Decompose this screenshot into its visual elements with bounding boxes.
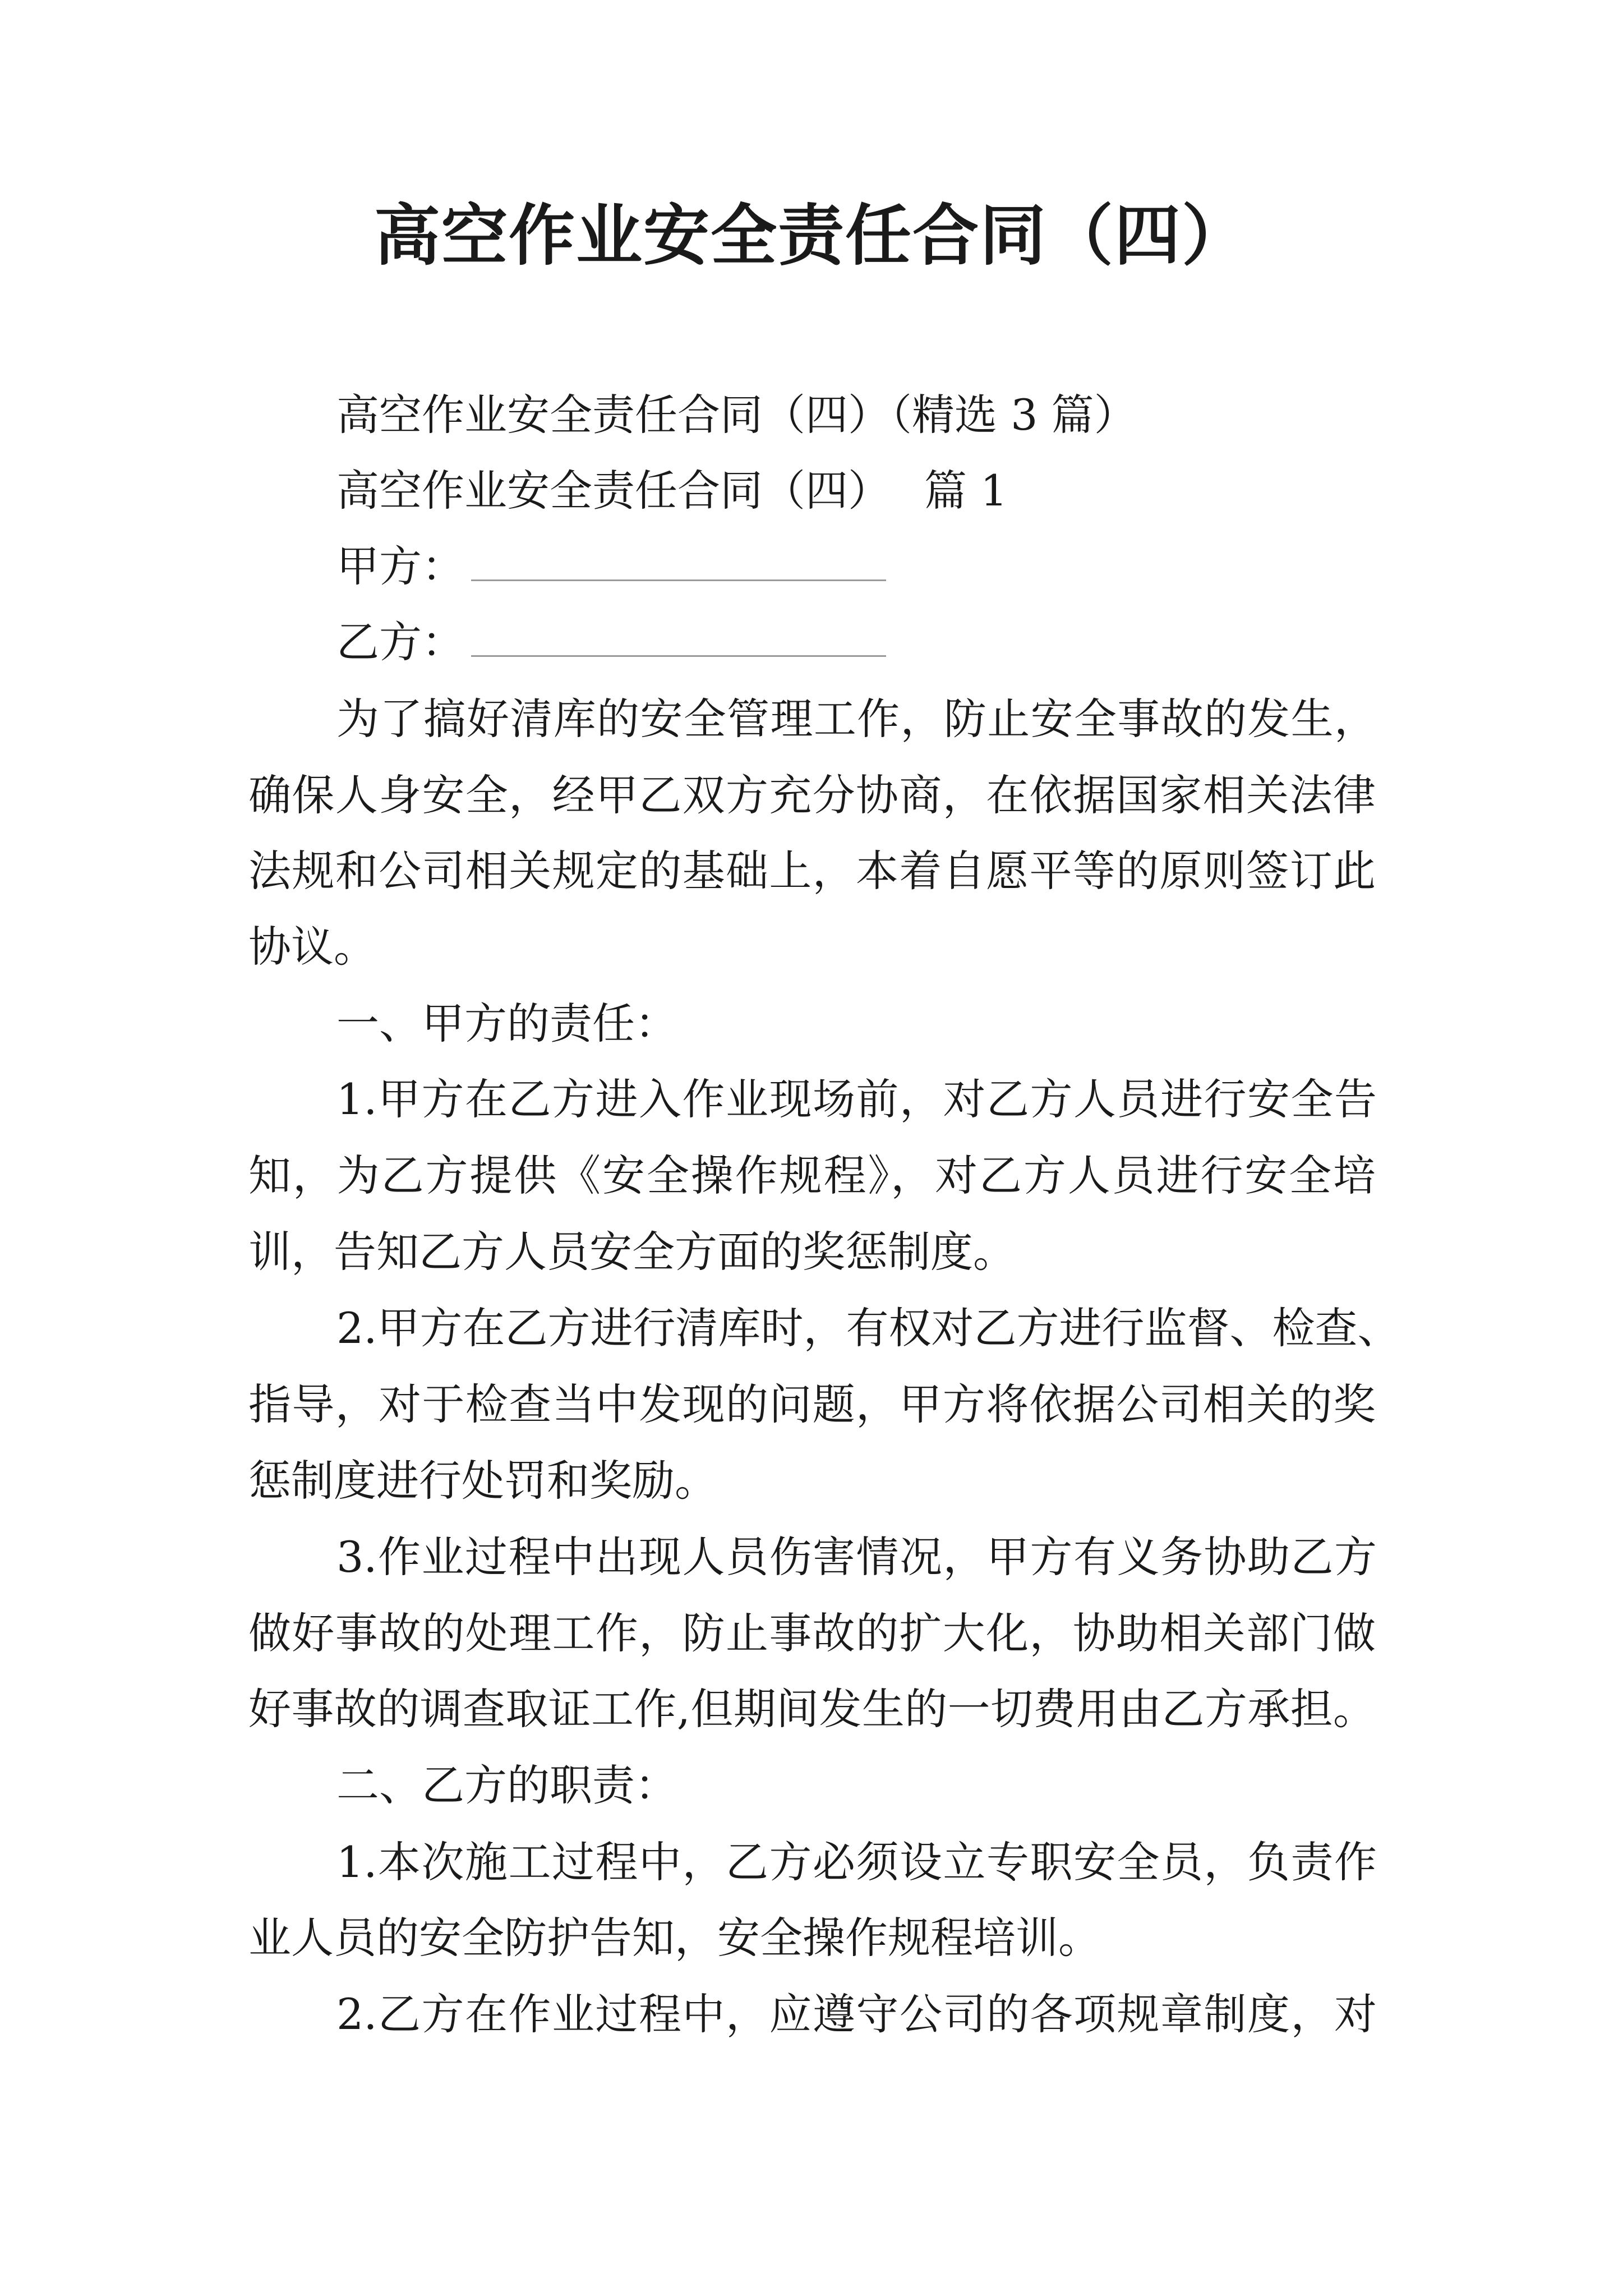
party-a-blank — [471, 546, 886, 581]
paragraph-line: 训，告知乙方人员安全方面的奖惩制度。 — [248, 1227, 1016, 1277]
party-a-line — [336, 539, 886, 595]
paragraph-line: 好事故的调查取证工作,但期间发生的一切费用由乙方承担。 — [248, 1684, 1376, 1734]
paragraph-line: 做好事故的处理工作，防止事故的扩大化，协助相关部门做 — [248, 1608, 1376, 1658]
paragraph-line: 2.甲方在乙方进行清库时，有权对乙方进行监督、检查、 — [336, 1303, 1400, 1353]
paragraph-line: 1.甲方在乙方进入作业现场前，对乙方人员进行安全告 — [336, 1074, 1377, 1124]
paragraph-line: 1.本次施工过程中，乙方必须设立专职安全员，负责作 — [336, 1837, 1377, 1887]
part-title: 高空作业安全责任合同（四） — [336, 466, 891, 516]
paragraph-line: 惩制度进行处罚和奖励。 — [248, 1456, 717, 1506]
party-a-label: 甲方： — [336, 541, 464, 591]
paragraph-line: 确保人身安全，经甲乙双方充分协商，在依据国家相关法律 — [248, 770, 1376, 820]
paragraph-line: 3.作业过程中出现人员伤害情况，甲方有义务协助乙方 — [336, 1532, 1377, 1582]
section-heading: 二、乙方的职责： — [336, 1760, 677, 1810]
party-b-line — [336, 614, 886, 670]
document-title: 高空作业安全责任合同（四） — [374, 196, 1249, 274]
part-number: 篇 1 — [924, 466, 1008, 516]
paragraph-line: 2.乙方在作业过程中，应遵守公司的各项规章制度，对 — [336, 1989, 1377, 2039]
paragraph-line: 业人员的安全防护告知，安全操作规程培训。 — [248, 1913, 1101, 1963]
paragraph-line: 为了搞好清库的安全管理工作，防止安全事故的发生， — [336, 694, 1377, 744]
paragraph-line: 协议。 — [248, 922, 376, 972]
subtitle-selection: 高空作业安全责任合同（四）（精选 3 篇） — [336, 390, 1137, 440]
paragraph-line: 指导，对于检查当中发现的问题，甲方将依据公司相关的奖 — [248, 1379, 1376, 1429]
section-heading: 一、甲方的责任： — [336, 999, 677, 1048]
party-b-label: 乙方： — [336, 617, 464, 667]
party-b-blank — [471, 622, 886, 657]
subtitle-part — [336, 463, 1008, 519]
paragraph-line: 法规和公司相关规定的基础上，本着自愿平等的原则签订此 — [248, 846, 1376, 896]
paragraph-line: 知，为乙方提供《安全操作规程》，对乙方人员进行安全培 — [248, 1151, 1376, 1200]
